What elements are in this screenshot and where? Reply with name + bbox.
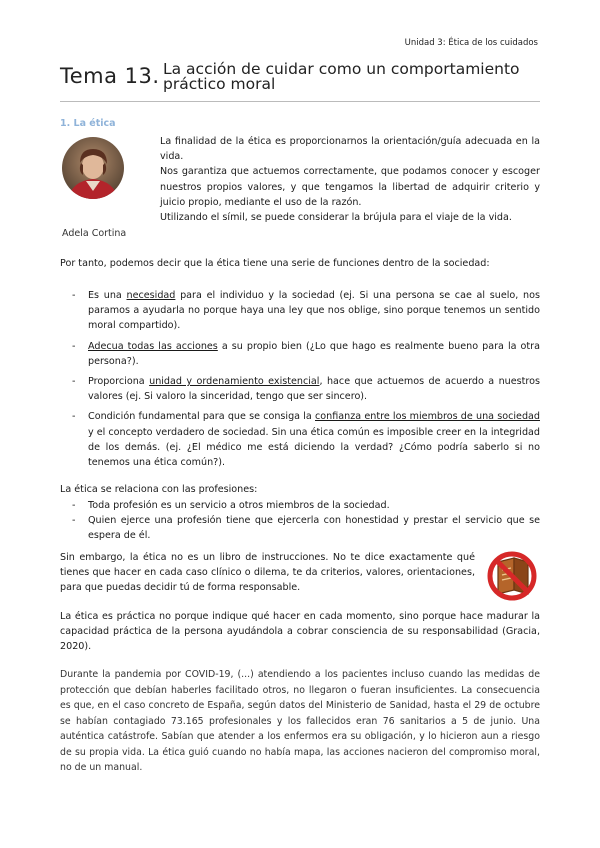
intro-paragraph: Utilizando el símil, se puede considerar la brújula para el viaje de la vida.	[160, 212, 512, 224]
professions-list-container	[60, 498, 540, 544]
intro-paragraph: La finalidad de la ética es proporcionarnos la orientación/guía adecuada en la vida.	[160, 136, 540, 163]
topic-number: Tema 13.	[60, 64, 160, 88]
list-item: - Condición fundamental para que se consiga la confianza entre los miembros de una sociedad y el concepto verdadero de sociedad. Sin una ética común es imposible creer en la integridad de los demás. (ej. ¿El médico me está diciendo la verdad? ¿Cómo podría saberlo si no tenemos una ética común?).	[60, 409, 540, 470]
underlined-term: confianza entre los miembros de una sociedad	[315, 411, 540, 423]
list-item: - Quien ejerce una profesión tiene que ejercerla con honestidad y prestar el servicio que se espera de él.	[60, 513, 540, 543]
topic-title: La acción de cuidar como un comportamiento práctico moral	[163, 60, 520, 93]
list-item: - Es una necesidad para el individuo y la sociedad (ej. Si una persona se cae al suelo, nos paramos a ayudarla no porque haya una ley que nos oblige, sino porque tenemos un sentido moral compartido).	[60, 288, 540, 334]
intro-paragraph: Nos garantiza que actuemos correctamente, que podamos conocer y escoger nuestros propios valores, y que tengamos la libertad de adquirir criterio y juicio propio, mediante el uso de la razón.	[160, 166, 540, 208]
list-item: - Proporciona unidad y ordenamiento existencial, hace que actuemos de acuerdo a nuestros valores (ej. Si valoro la sinceridad, tengo que ser sincero).	[60, 374, 540, 404]
intro-text	[160, 134, 540, 225]
pandemic-quote: Durante la pandemia por COVID-19, (...) atendiendo a los pacientes incluso cuando las medidas de protección que debían haberles facilitado otros, no llegaron o fueran insuficientes. La consecuencia es que, en el caso concreto de España, según datos del Ministerio de Sanidad, hasta el 29 de octubre se habían contagiado 73.165 profesionales y los fallecidos eran 76 sanitarios a 5 de junio. Una auténtica catástrofe. Sabían que atender a los enfermos era su obligación, y lo hicieron aun a riesgo de su propia vida. La ética guió cuando no había mapa, las acciones nacieron del compromiso moral, no de un manual.	[60, 669, 540, 773]
underlined-term: Adecua todas las acciones	[88, 340, 218, 352]
portrait-caption: Adela Cortina	[62, 228, 127, 239]
professions-intro: La ética se relaciona con las profesiones:	[60, 484, 258, 495]
functions-intro: Por tanto, podemos decir que la ética tiene una serie de funciones dentro de la sociedad:	[60, 258, 490, 269]
practical-paragraph: La ética es práctica no porque indique qué hacer en cada momento, sino porque hace madurar la capacidad práctica de la persona ayudándola a cobrar consciencia de su responsabilidad (Gracia, 2020).	[60, 611, 540, 653]
no-book-icon	[484, 546, 540, 602]
functions-list-container	[60, 288, 540, 475]
underlined-term: necesidad	[126, 290, 176, 301]
functions-list	[60, 288, 540, 470]
list-item: - Adecua todas las acciones a su propio bien (¿Lo que hago es realmente bueno para la otra persona?).	[60, 339, 540, 369]
professions-list	[60, 498, 540, 544]
title-divider	[60, 101, 540, 102]
section-heading: 1. La ética	[60, 118, 116, 129]
unit-header: Unidad 3: Ética de los cuidados	[404, 38, 538, 48]
underlined-term: unidad y ordenamiento existencial	[149, 376, 320, 388]
list-item: - Toda profesión es un servicio a otros miembros de la sociedad.	[60, 498, 540, 513]
instructions-paragraph: Sin embargo, la ética no es un libro de instrucciones. No te dice exactamente qué tienes que hacer en cada caso clínico o dilema, te da criterios, valores, orientaciones, para que puedas decidir tú de forma responsable.	[60, 552, 475, 594]
portrait-photo	[62, 137, 124, 199]
